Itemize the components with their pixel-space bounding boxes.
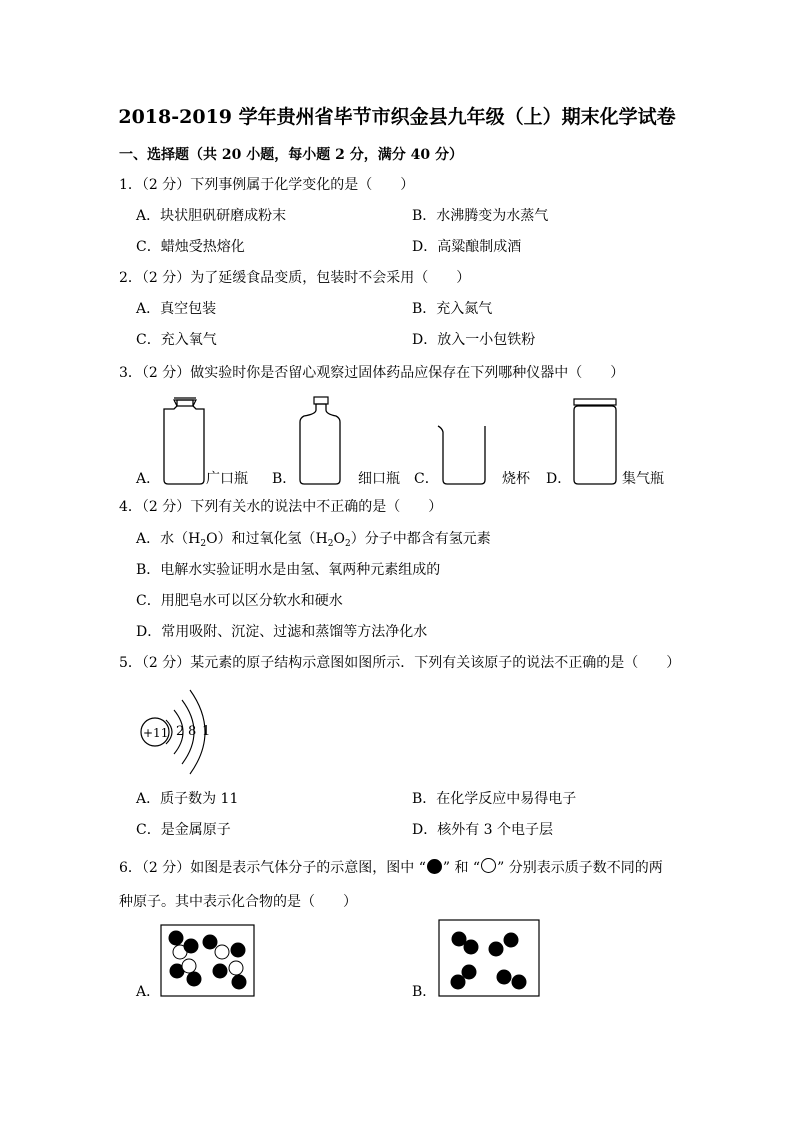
page-title: 2018-2019 学年贵州省毕节市织金县九年级（上）期末化学试卷 (118, 106, 676, 128)
shell-2-electron-count: 8 (188, 724, 197, 739)
question-2-option-c: C．充入氧气 (136, 332, 217, 348)
question-3-option-b-letter: B． (272, 471, 297, 487)
gas-collecting-bottle-illustration (570, 396, 620, 488)
question-4-option-d: D．常用吸附、沉淀、过滤和蒸馏等方法净化水 (136, 624, 428, 640)
question-2-option-d: D．放入一小包铁粉 (412, 332, 536, 348)
question-1-option-c: C．蜡烛受热熔化 (136, 239, 245, 255)
question-4-option-c: C．用肥皂水可以区分软水和硬水 (136, 593, 343, 609)
nucleus-charge-label: +11 (143, 726, 169, 740)
question-2-option-b: B．充入氮气 (412, 301, 493, 317)
question-4-stem: 4．（2 分）下列有关水的说法中不正确的是（ ） (119, 499, 443, 515)
question-3-option-c-letter: C． (414, 471, 439, 487)
shell-1-electron-count: 2 (176, 724, 185, 739)
question-4-option-b: B．电解水实验证明水是由氢、氧两种元素组成的 (136, 562, 441, 578)
question-3-option-a-label: 广口瓶 (206, 471, 248, 487)
question-5-stem: 5．（2 分）某元素的原子结构示意图如图所示．下列有关该原子的说法不正确的是（ ） (119, 655, 681, 671)
question-5-option-d: D．核外有 3 个电子层 (412, 822, 554, 838)
question-6-stem: 6．（2 分）如图是表示气体分子的示意图，图中 “ ” 和 “ ” 分别表示质子数不同的两 (119, 860, 663, 876)
question-6-option-b-letter: B． (412, 984, 437, 1000)
question-5-option-c: C．是金属原子 (136, 822, 231, 838)
narrow-mouth-bottle-illustration (296, 394, 346, 488)
section-heading: 一、选择题（共 20 小题，每小题 2 分，满分 40 分） (119, 147, 463, 163)
question-3-option-d-label: 集气瓶 (622, 471, 664, 487)
molecule-diagram-a (160, 924, 256, 998)
question-1-option-a: A．块状胆矾研磨成粉末 (136, 208, 287, 224)
question-5-option-a: A．质子数为 11 (136, 791, 239, 807)
question-1-stem: 1．（2 分）下列事例属于化学变化的是（ ） (119, 177, 415, 193)
white-atom-icon (481, 858, 496, 873)
question-3-option-d-letter: D． (546, 471, 572, 487)
beaker-illustration (436, 420, 492, 486)
question-6-option-a-letter: A． (136, 984, 161, 1000)
black-atom-icon (427, 859, 442, 874)
question-3-option-b-label: 细口瓶 (358, 471, 400, 487)
question-1-option-d: D．高粱酿制成酒 (412, 239, 522, 255)
question-2-stem: 2．（2 分）为了延缓食品变质，包装时不会采用（ ） (119, 270, 471, 286)
question-6-stem-line-2: 种原子。其中表示化合物的是（ ） (119, 894, 357, 910)
question-2-option-a: A．真空包装 (136, 301, 217, 317)
question-3-stem: 3．（2 分）做实验时你是否留心观察过固体药品应保存在下列哪种仪器中（ ） (119, 365, 625, 381)
question-3-option-a-letter: A． (136, 471, 161, 487)
question-1-option-b: B．水沸腾变为水蒸气 (412, 208, 549, 224)
question-5-option-b: B．在化学反应中易得电子 (412, 791, 577, 807)
molecule-diagram-b (438, 919, 542, 999)
question-3-option-c-label: 烧杯 (502, 471, 530, 487)
question-4-option-a: A．水$(H_2O)$和过氧化氢$(H_2O_2)$分子中都含有氢元素 (136, 531, 491, 549)
shell-3-electron-count: 1 (202, 724, 211, 739)
wide-mouth-bottle-illustration (160, 396, 210, 488)
